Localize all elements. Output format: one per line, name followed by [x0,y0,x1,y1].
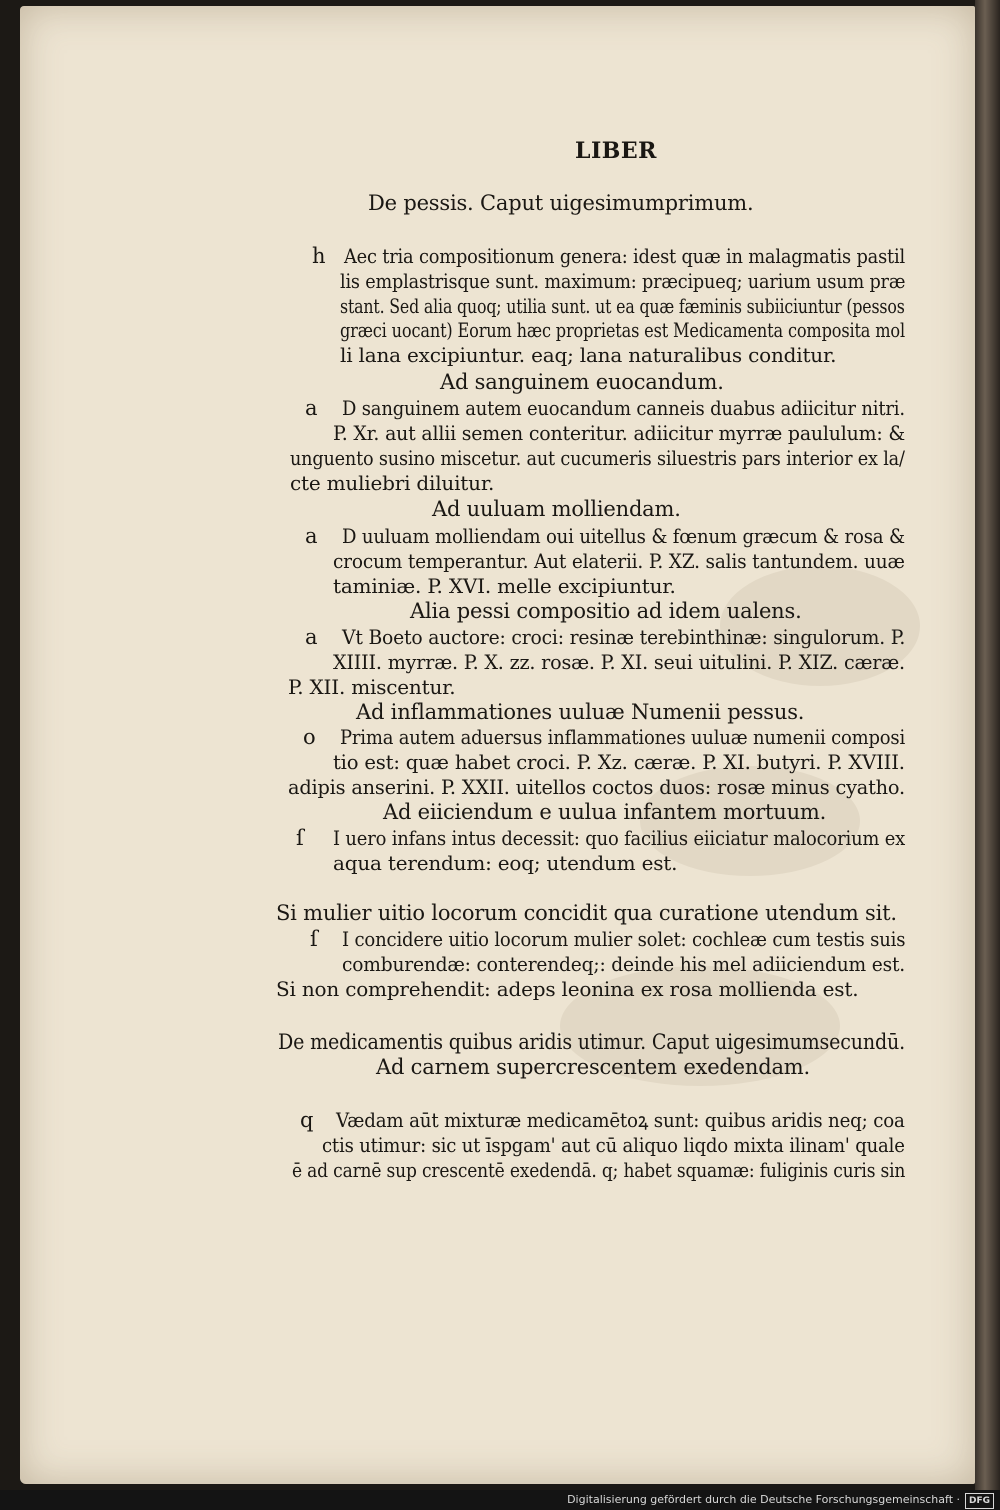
dfg-logo: DFG [965,1493,994,1509]
section-heading: Ad inflammationes uuluæ Numenii pessus. [356,700,805,724]
text-line: XIIII. myrræ. P. X. zz. rosæ. P. XI. seui uitulini. P. XIZ. cæræ. [333,650,905,674]
drop-initial: q [300,1108,314,1132]
drop-initial: ſ [296,826,304,850]
section-heading: Ad carnem supercrescentem exedendam. [376,1055,810,1079]
drop-initial: a [305,625,318,649]
text-line: comburendæ: conterendeq;: deinde his mel adiiciendum est. [342,952,905,976]
text-line: Vt Boeto auctore: croci: resinæ terebinthinæ: singulorum. P. [342,625,906,649]
footer-bar [0,1490,1000,1510]
text-line: I concidere uitio locorum mulier solet: cochleæ cum testis suis [342,927,906,951]
drop-initial: a [305,396,318,420]
text-line: Vædam aūt mixturæ medicamētoꝝ sunt: quibus aridis neq; coa [336,1108,905,1132]
text-line: Prima autem aduersus inflammationes uuluæ numenii composi [340,725,906,749]
text-line: Aec tria compositionum genera: idest quæ in malagmatis pastil [344,244,906,268]
section-heading: Ad sanguinem euocandum. [440,370,724,394]
text-line: aqua terendum: eoq; utendum est. [333,851,678,875]
text-line: taminiæ. P. XVI. melle excipiuntur. [333,574,676,598]
drop-initial: ſ [310,927,318,951]
text-line: lis emplastrisque sunt. maximum: præcipueq; uarium usum præ [340,269,906,293]
chapter-heading: De pessis. Caput uigesimumprimum. [368,191,754,215]
text-line: tio est: quæ habet croci. P. Xz. cæræ. P. XI. butyri. P. XVIII. [333,750,905,774]
text-line: crocum temperantur. Aut elaterii. P. XZ. salis tantundem. uuæ [333,549,905,573]
drop-initial: h [312,244,326,268]
chapter-heading: De medicamentis quibus aridis utimur. Caput uigesimumsecundū. [278,1030,905,1054]
text-line: adipis anserini. P. XXII. uitellos coctos duos: rosæ minus cyatho. [288,775,905,799]
text-line: P. Xr. aut allii semen conteritur. adiicitur myrræ paululum: & [333,421,906,445]
text-line: D uuluam molliendam oui uitellus & fœnum græcum & rosa & [342,524,905,548]
drop-initial: o [303,725,316,749]
book-edge [975,0,1000,1490]
text-line: ctis utimur: sic ut īspgam' aut cū aliquo liqdo mixta ilinam' quale [322,1133,905,1157]
running-head: LIBER [575,138,657,164]
text-line: stant. Sed alia quoq; utilia sunt. ut ea quæ fæminis subiiciuntur (pessos [340,294,905,318]
text-line: unguento susino miscetur. aut cucumeris siluestris pars interior ex la/ [290,446,905,470]
section-heading: Ad uuluam molliendam. [432,497,681,521]
section-heading: Ad eiiciendum e uulua infantem mortuum. [383,800,827,824]
text-line: cte muliebri diluitur. [290,471,495,495]
text-line: græci uocant) Eorum hæc proprietas est Medicamenta composita mol [340,318,905,342]
text-line: Si non comprehendit: adeps leonina ex rosa mollienda est. [276,977,859,1001]
section-heading: Si mulier uitio locorum concidit qua curatione utendum sit. [276,901,897,925]
text-line: li lana excipiuntur. eaq; lana naturalibus conditur. [340,343,837,367]
footer-credit: Digitalisierung gefördert durch die Deutsche Forschungsgemeinschaft · [567,1493,960,1506]
text-line: D sanguinem autem euocandum canneis duabus adiicitur nitri. [342,396,905,420]
text-line: I uero infans intus decessit: quo facilius eiiciatur malocorium ex [333,826,906,850]
drop-initial: a [305,524,318,548]
section-heading: Alia pessi compositio ad idem ualens. [410,599,802,623]
text-line: P. XII. miscentur. [288,675,456,699]
text-line: ē ad carnē sup crescentē exedendā. q; habet squamæ: fuliginis curis sin [292,1158,906,1182]
